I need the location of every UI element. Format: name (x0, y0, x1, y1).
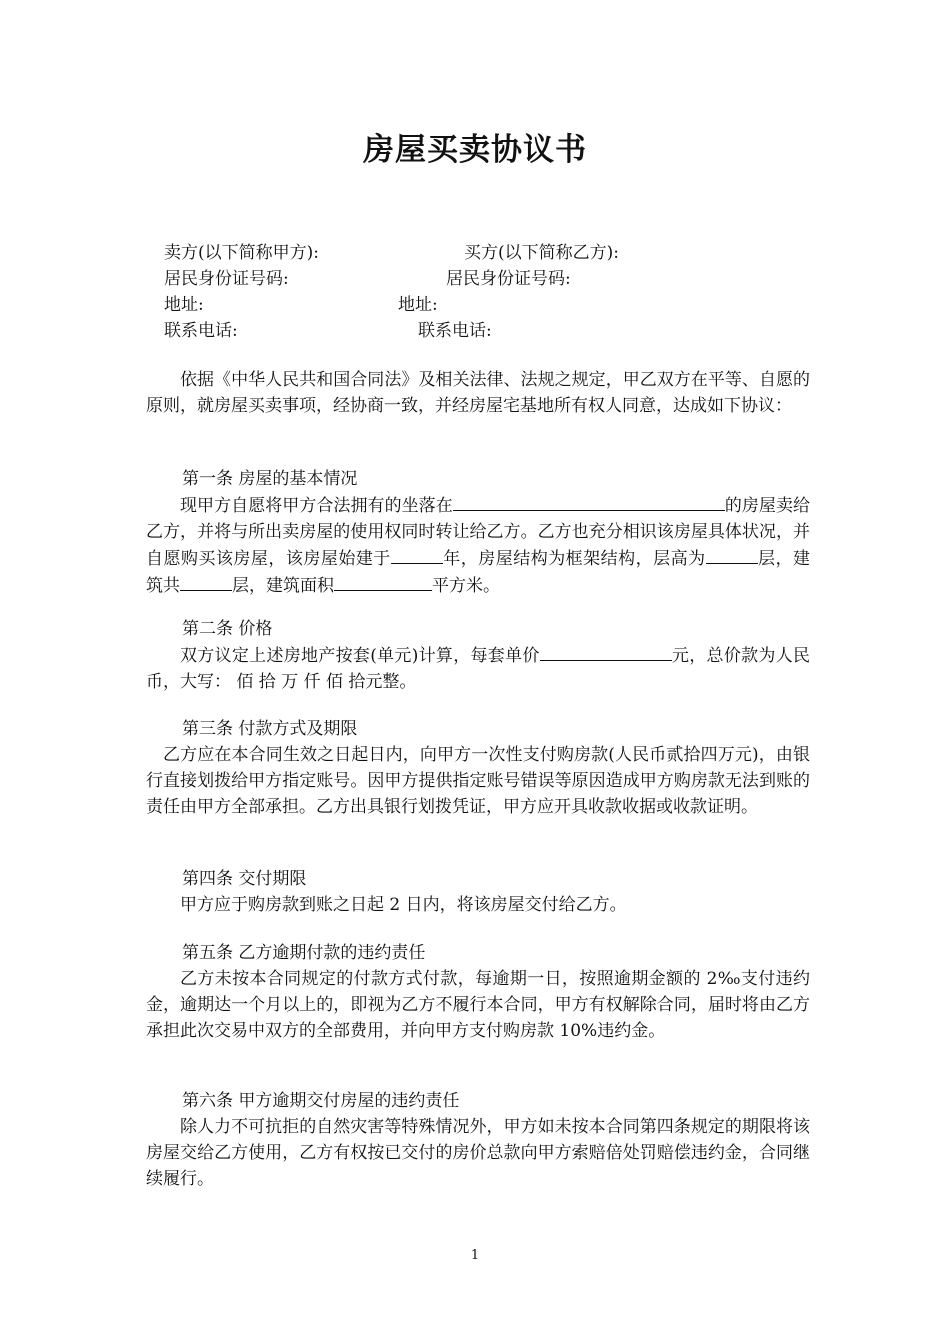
article-3-text: 乙方应在本合同生效之日起日内，向甲方一次性支付购房款(人民币贰拾四万元)，由银行直接划拨给甲方指定账号。因甲方提供指定账号错误等原因造成甲方购房款无法到账的责任由甲方全部承担。乙方出具银行划拨凭证，甲方应开具收款收据或收款证明。 (146, 745, 810, 817)
article-5-text: 乙方未按本合同规定的付款方式付款，每逾期一日，按照逾期金额的 2‰支付违约金，逾期达一个月以上的，即视为乙方不履行本合同，甲方有权解除合同，届时将由乙方承担此次交易中双方的全部费用，并向甲方支付购房款 10%违约金。 (146, 969, 810, 1041)
location-blank (453, 492, 725, 511)
article-1-text-6: 平方米。 (432, 576, 500, 596)
preamble-text: 依据《中华人民共和国合同法》及相关法律、法规之规定，甲乙双方在平等、自愿的原则，就房屋买卖事项，经协商一致，并经房屋宅基地所有权人同意，达成如下协议： (146, 370, 810, 416)
seller-label: 卖方(以下简称甲方): (164, 243, 319, 263)
buyer-phone-label: 联系电话: (418, 321, 492, 341)
article-2-paragraph (146, 642, 810, 695)
article-5-paragraph (146, 966, 810, 1044)
article-1-text-3: 年，房屋结构为框架结构，层高为 (442, 549, 706, 569)
article-3-heading: 第三条 付款方式及期限 (182, 719, 358, 739)
page-number: 1 (470, 1248, 480, 1263)
article-2-heading: 第二条 价格 (182, 619, 273, 639)
article-4-text: 甲方应于购房款到账之日起 2 日内，将该房屋交付给乙方。 (180, 895, 627, 915)
article-6-text: 除人力不可抗拒的自然灾害等特殊情况外，甲方如未按本合同第四条规定的期限将该房屋交给乙方使用，乙方有权按已交付的房价总款向甲方索赔倍处罚赔偿违约金，合同继续履行。 (146, 1117, 810, 1189)
seller-address-label: 地址: (164, 295, 204, 315)
floors-blank (180, 572, 232, 591)
article-1-text-1: 现甲方自愿将甲方合法拥有的坐落在 (180, 496, 453, 516)
year-blank (391, 545, 443, 564)
document-title: 房屋买卖协议书 (363, 132, 587, 168)
article-6-heading: 第六条 甲方逾期交付房屋的违约责任 (182, 1091, 460, 1111)
article-5-heading: 第五条 乙方逾期付款的违约责任 (182, 943, 426, 963)
unit-price-blank (540, 642, 672, 661)
buyer-label: 买方(以下简称乙方): (464, 243, 619, 263)
article-1-text-4: 层，建筑共 (146, 549, 811, 596)
preamble-paragraph (146, 367, 810, 419)
floor-height-blank (706, 545, 758, 564)
article-2-text-2: 元，总价款为人民币，大写： 佰 拾 万 仟 佰 拾元整。 (146, 646, 811, 692)
article-1-heading: 第一条 房屋的基本情况 (182, 469, 358, 489)
article-3-paragraph (146, 742, 810, 820)
seller-phone-label: 联系电话: (164, 321, 238, 341)
seller-id-label: 居民身份证号码: (164, 269, 289, 289)
buyer-id-label: 居民身份证号码: (446, 269, 571, 289)
article-1-text-2: 的房屋卖给乙方，并将与所出卖房屋的使用权同时转让给乙方。乙方也充分相识该房屋具体状况，并自愿购买该房屋，该房屋始建于 (146, 496, 811, 569)
buyer-address-label: 地址: (398, 295, 438, 315)
article-1-text-5: 层，建筑面积 (232, 576, 334, 596)
article-4-paragraph (146, 892, 810, 918)
article-2-text-1: 双方议定上述房地产按套(单元)计算，每套单价 (180, 646, 540, 666)
article-6-paragraph (146, 1114, 810, 1192)
article-4-heading: 第四条 交付期限 (182, 869, 307, 889)
article-1-paragraph (146, 492, 810, 599)
area-blank (334, 572, 432, 591)
